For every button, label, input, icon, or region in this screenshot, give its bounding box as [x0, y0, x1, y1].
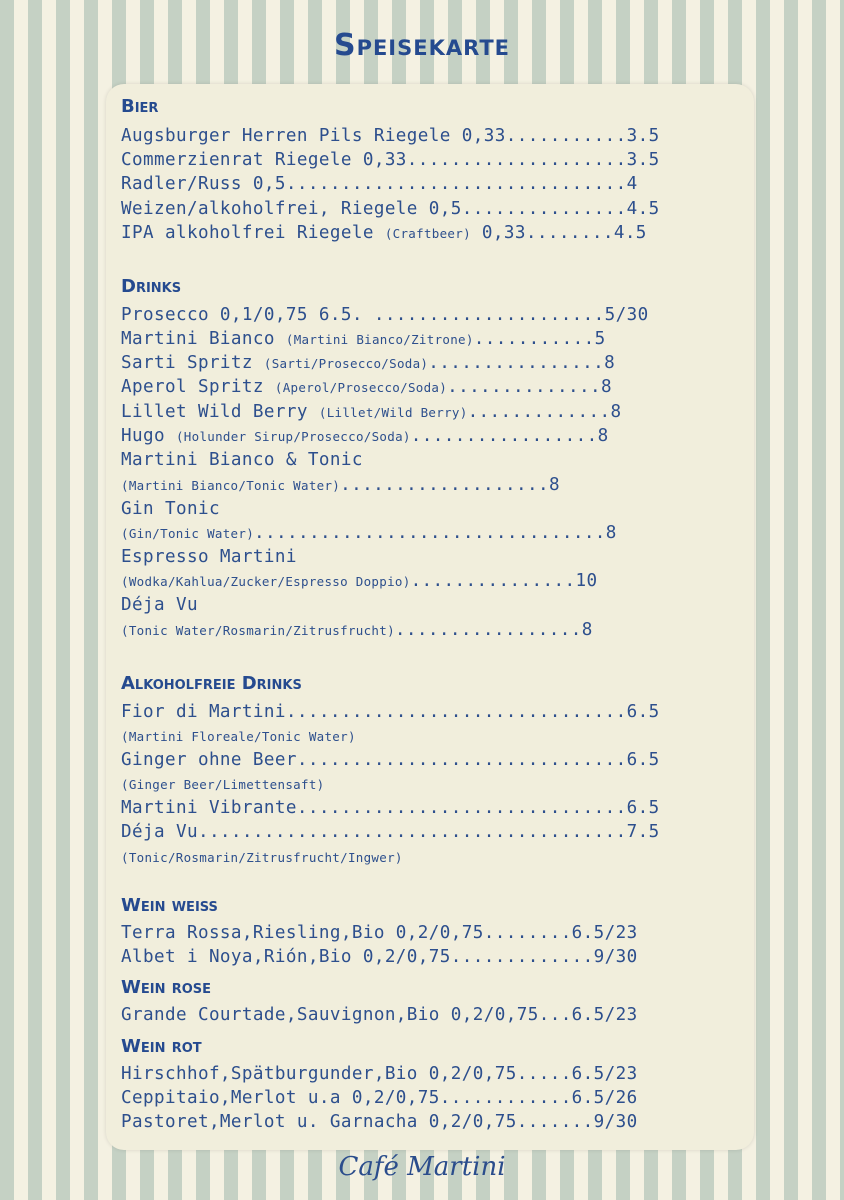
menu-item-detail: (Ginger Beer/Limettensaft): [121, 777, 325, 792]
menu-panel: [106, 84, 754, 1150]
menu-item: Martini Bianco (Martini Bianco/Zitrone)...........5: [121, 329, 606, 349]
menu-item: Grande Courtade,Sauvignon,Bio 0,2/0,75...6.5/23: [121, 1005, 638, 1025]
menu-item: Prosecco 0,1/0,75 6.5. .....................5/30: [121, 305, 649, 325]
menu-item: Radler/Russ 0,5...............................4: [121, 174, 638, 194]
section-heading-wein-rot: Wein rot: [121, 1036, 202, 1057]
menu-item: Terra Rossa,Riesling,Bio 0,2/0,75........6.5/23: [121, 923, 638, 943]
menu-item: Espresso Martini: [121, 547, 297, 567]
menu-item: Hugo (Holunder Sirup/Prosecco/Soda).................8: [121, 426, 609, 446]
menu-item-detail: (Gin/Tonic Water)................................8: [121, 523, 617, 543]
section-heading-alkoholfrei: Alkoholfreie Drinks: [121, 673, 302, 694]
menu-item: Déja Vu.......................................7.5: [121, 822, 660, 842]
page-title: Speisekarte: [333, 28, 511, 63]
section-heading-wein-rose: Wein rose: [121, 977, 212, 998]
menu-item: Sarti Spritz (Sarti/Prosecco/Soda)................8: [121, 353, 616, 373]
menu-item: Weizen/alkoholfrei, Riegele 0,5...............4.5: [121, 199, 660, 219]
section-heading-wein-weiss: Wein weiss: [121, 895, 218, 916]
menu-item-detail: (Martini Floreale/Tonic Water): [121, 729, 356, 744]
menu-item: Ceppitaio,Merlot u.a 0,2/0,75............6.5/26: [121, 1088, 638, 1108]
cafe-logo: Café Martini: [338, 1152, 506, 1182]
menu-item: Commerzienrat Riegele 0,33....................3.5: [121, 150, 660, 170]
menu-item: Gin Tonic: [121, 499, 220, 519]
menu-item: Hirschhof,Spätburgunder,Bio 0,2/0,75.....6.5/23: [121, 1064, 638, 1084]
menu-item: Déja Vu: [121, 595, 198, 615]
section-heading-drinks: Drinks: [121, 276, 182, 297]
menu-item-detail: (Tonic Water/Rosmarin/Zitrusfrucht).................8: [121, 620, 593, 640]
menu-item: Fior di Martini...............................6.5: [121, 702, 660, 722]
menu-item: Martini Bianco & Tonic: [121, 450, 363, 470]
menu-item: Augsburger Herren Pils Riegele 0,33...........3.5: [121, 126, 660, 146]
menu-item: Pastoret,Merlot u. Garnacha 0,2/0,75.......9/30: [121, 1112, 638, 1132]
menu-item: Ginger ohne Beer..............................6.5: [121, 750, 660, 770]
menu-item-detail: (Tonic/Rosmarin/Zitrusfrucht/Ingwer): [121, 850, 403, 865]
menu-item: Lillet Wild Berry (Lillet/Wild Berry).............8: [121, 402, 622, 422]
menu-item-detail: (Wodka/Kahlua/Zucker/Espresso Doppio)...............10: [121, 571, 598, 591]
menu-item-detail: (Martini Bianco/Tonic Water)...................8: [121, 475, 560, 495]
menu-item: Aperol Spritz (Aperol/Prosecco/Soda)..............8: [121, 377, 612, 397]
menu-item: Albet i Noya,Rión,Bio 0,2/0,75.............9/30: [121, 947, 638, 967]
menu-item: IPA alkoholfrei Riegele (Craftbeer) 0,33........4.5: [121, 223, 647, 243]
section-heading-bier: Bier: [121, 96, 159, 117]
menu-item: Martini Vibrante..............................6.5: [121, 798, 660, 818]
